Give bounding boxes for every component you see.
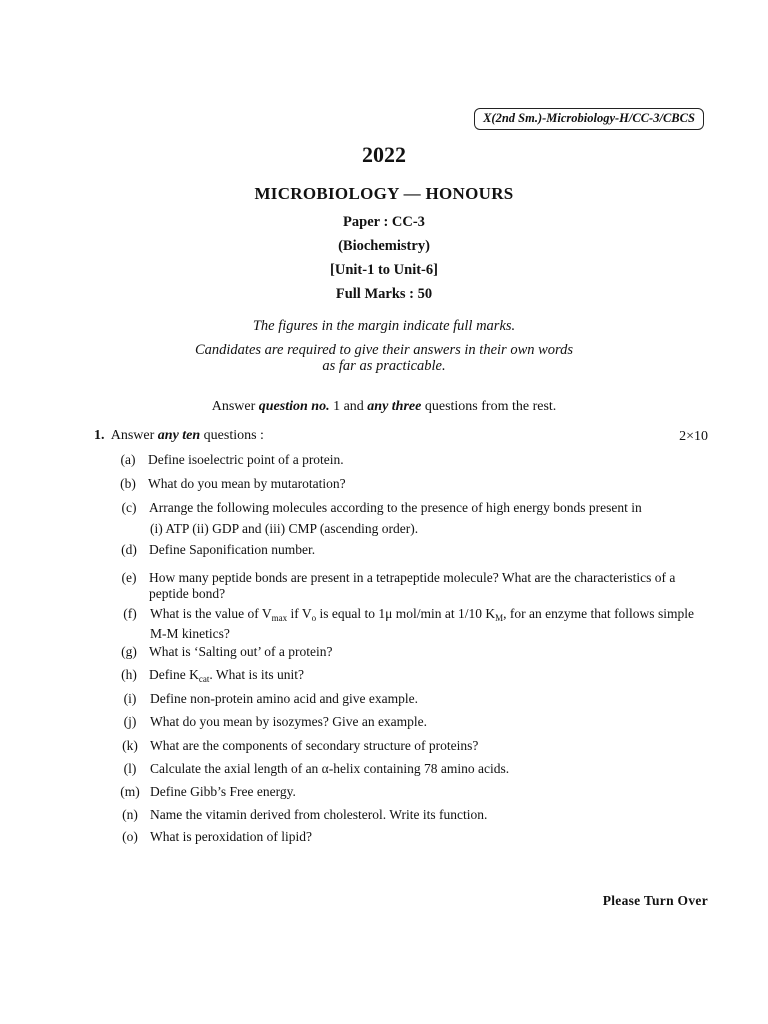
answer-question-no: question no. <box>258 399 330 414</box>
subscript-m: M <box>495 613 504 623</box>
paper-units: [Unit-1 to Unit-6] <box>330 262 438 278</box>
item-text: Calculate the axial length of an α-helix containing 78 amino acids. <box>150 761 510 776</box>
subject-title: MICROBIOLOGY — HONOURS <box>254 184 514 203</box>
item-text: What do you mean by mutarotation? <box>148 476 346 491</box>
item-label: (f) <box>123 606 137 621</box>
item-label: (g) <box>121 644 137 659</box>
item-text: Define isoelectric point of a protein. <box>148 452 344 467</box>
item-text: Define Saponification number. <box>149 542 316 557</box>
item-label: (o) <box>122 829 138 844</box>
list-item-c-sub: (i) ATP (ii) GDP and (iii) CMP (ascending order). <box>150 521 419 536</box>
text-part: is equal to 1μ mol/min at 1/10 K <box>316 606 496 621</box>
item-text: What are the components of secondary structure of proteins? <box>150 738 479 753</box>
item-label: (b) <box>120 476 136 491</box>
subscript-max: max <box>271 613 288 623</box>
question-number: 1. <box>94 428 105 443</box>
paper-number: Paper : CC-3 <box>343 214 425 230</box>
question-any-ten: any ten <box>157 428 201 443</box>
exam-year: 2022 <box>362 142 406 167</box>
paper-topic: (Biochemistry) <box>338 238 430 254</box>
item-label: (n) <box>122 807 138 822</box>
item-text: What do you mean by isozymes? Give an example. <box>150 714 428 729</box>
item-label: (a) <box>120 452 136 467</box>
paper-code-box: X(2nd Sm.)-Microbiology-H/CC-3/CBCS <box>474 108 704 130</box>
item-text <box>149 667 709 687</box>
item-text: Name the vitamin derived from cholesterol. Write its function. <box>150 807 488 822</box>
question-pre: Answer <box>110 428 155 443</box>
subscript-cat: cat <box>198 674 210 684</box>
item-label: (l) <box>123 761 137 776</box>
item-label: (k) <box>122 738 138 753</box>
full-marks: Full Marks : 50 <box>335 286 433 302</box>
please-turn-over: Please Turn Over <box>602 893 708 908</box>
item-label: (c) <box>121 500 137 515</box>
item-text: What is ‘Salting out’ of a protein? <box>149 644 333 659</box>
item-label: (d) <box>121 542 137 557</box>
text-part: . What is its unit? <box>209 667 304 682</box>
instruction-practicable: as far as practicable. <box>322 358 446 374</box>
answer-pre: Answer <box>211 399 256 414</box>
answer-instruction <box>0 399 768 415</box>
item-text: What is peroxidation of lipid? <box>150 829 312 844</box>
item-text <box>150 606 710 642</box>
item-label: (e) <box>121 570 137 585</box>
text-part: , for an enzyme that follows simple M-M kinetics? <box>150 606 694 641</box>
item-label: (j) <box>123 714 137 729</box>
item-text: How many peptide bonds are present in a tetrapeptide molecule? What are the characteristics of a peptide bond? <box>149 570 676 601</box>
text-part: Define K <box>149 667 199 682</box>
question-post: questions : <box>203 428 264 443</box>
question-1-heading <box>94 428 264 444</box>
item-text: Define non-protein amino acid and give example. <box>150 691 419 706</box>
item-label: (m) <box>120 784 140 799</box>
instruction-margin-marks: The figures in the margin indicate full marks. <box>252 318 516 334</box>
item-label: (i) <box>123 691 137 706</box>
item-label: (h) <box>121 667 137 682</box>
text-part: if V <box>287 606 312 621</box>
answer-post: questions from the rest. <box>424 399 557 414</box>
item-text: Define Gibb’s Free energy. <box>150 784 296 799</box>
question-1-marks: 2×10 <box>679 429 708 444</box>
subscript-o: o <box>311 613 317 623</box>
answer-any-three: any three <box>367 399 422 414</box>
instruction-own-words: Candidates are required to give their answers in their own words <box>194 342 574 358</box>
text-part: What is the value of V <box>150 606 272 621</box>
item-text: Arrange the following molecules according to the presence of high energy bonds present in <box>149 500 642 515</box>
answer-mid: 1 and <box>333 399 364 414</box>
